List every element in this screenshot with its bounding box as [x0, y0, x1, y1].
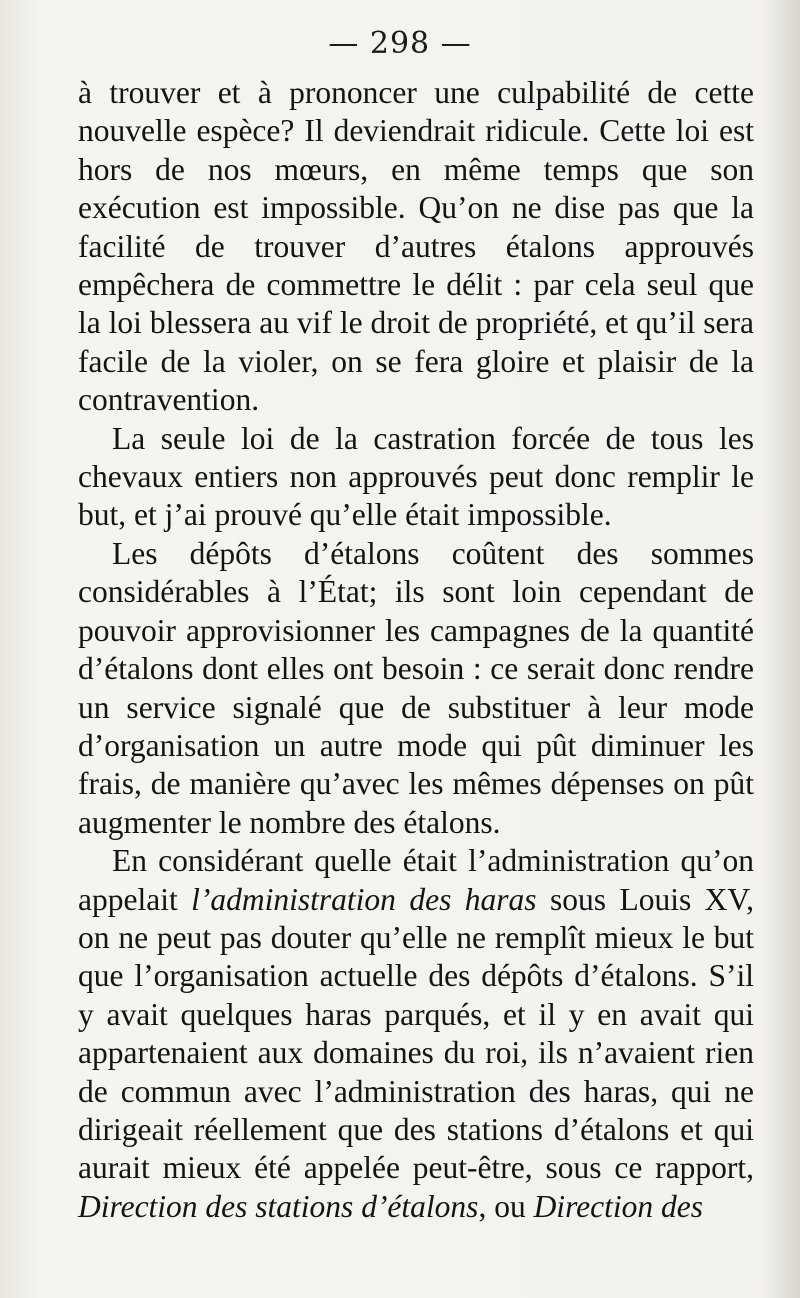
paragraph-4-part-a: En considérant quelle était l’administration qu’on appelait	[78, 843, 754, 917]
paragraph-4-italic-direction-2: Direction des	[533, 1188, 703, 1224]
paragraph-4-part-c: sous Louis XV, on ne peut pas douter qu’elle ne remplît mieux le but que l’organisation actuelle des dépôts d’étalons. S’il y avait quelques haras parqués, et il y en avait qui appartenaient aux domaines du roi, ils n’avaient rien de commun avec l’administration des haras, qui ne dirigeait réellement que des stations d’étalons et qui aurait mieux été appelée peut-être, sous ce rapport,	[78, 881, 754, 1186]
paragraph-1: à trouver et à prononcer une culpabilité de cette nouvelle espèce? Il deviendrait ridicule. Cette loi est hors de nos mœurs, en même temps que son exécution est impossible. Qu’on ne dise pas que la facilité de trouver d’autres étalons approuvés empêchera de commettre le délit : par cela seul que la loi blessera au vif le droit de propriété, et qu’il sera facile de la violer, on se fera gloire et plaisir de la contravention.	[78, 75, 754, 418]
body-text	[78, 74, 754, 1226]
paragraph-3: Les dépôts d’étalons coûtent des sommes considérables à l’État; ils sont loin cependant de pouvoir approvisionner les campagnes de la quantité d’étalons dont elles ont besoin : ce serait donc rendre un service signalé que de substituer à leur mode d’organisation un autre mode qui pût diminuer les frais, de manière qu’avec les mêmes dépenses on pût augmenter le nombre des étalons.	[78, 535, 754, 840]
paragraph-4-italic-term: l’administration des haras	[191, 881, 537, 917]
paragraph-4	[78, 842, 754, 1226]
paragraph-4-part-e: , ou	[478, 1188, 534, 1224]
page-number: — 298 —	[328, 26, 472, 61]
paragraph-4-italic-direction: Direction des stations d’étalons	[78, 1188, 479, 1224]
paragraph-2: La seule loi de la castration forcée de tous les chevaux entiers non approuvés peut donc remplir le but, et j’ai prouvé qu’elle était impossible.	[78, 420, 754, 533]
